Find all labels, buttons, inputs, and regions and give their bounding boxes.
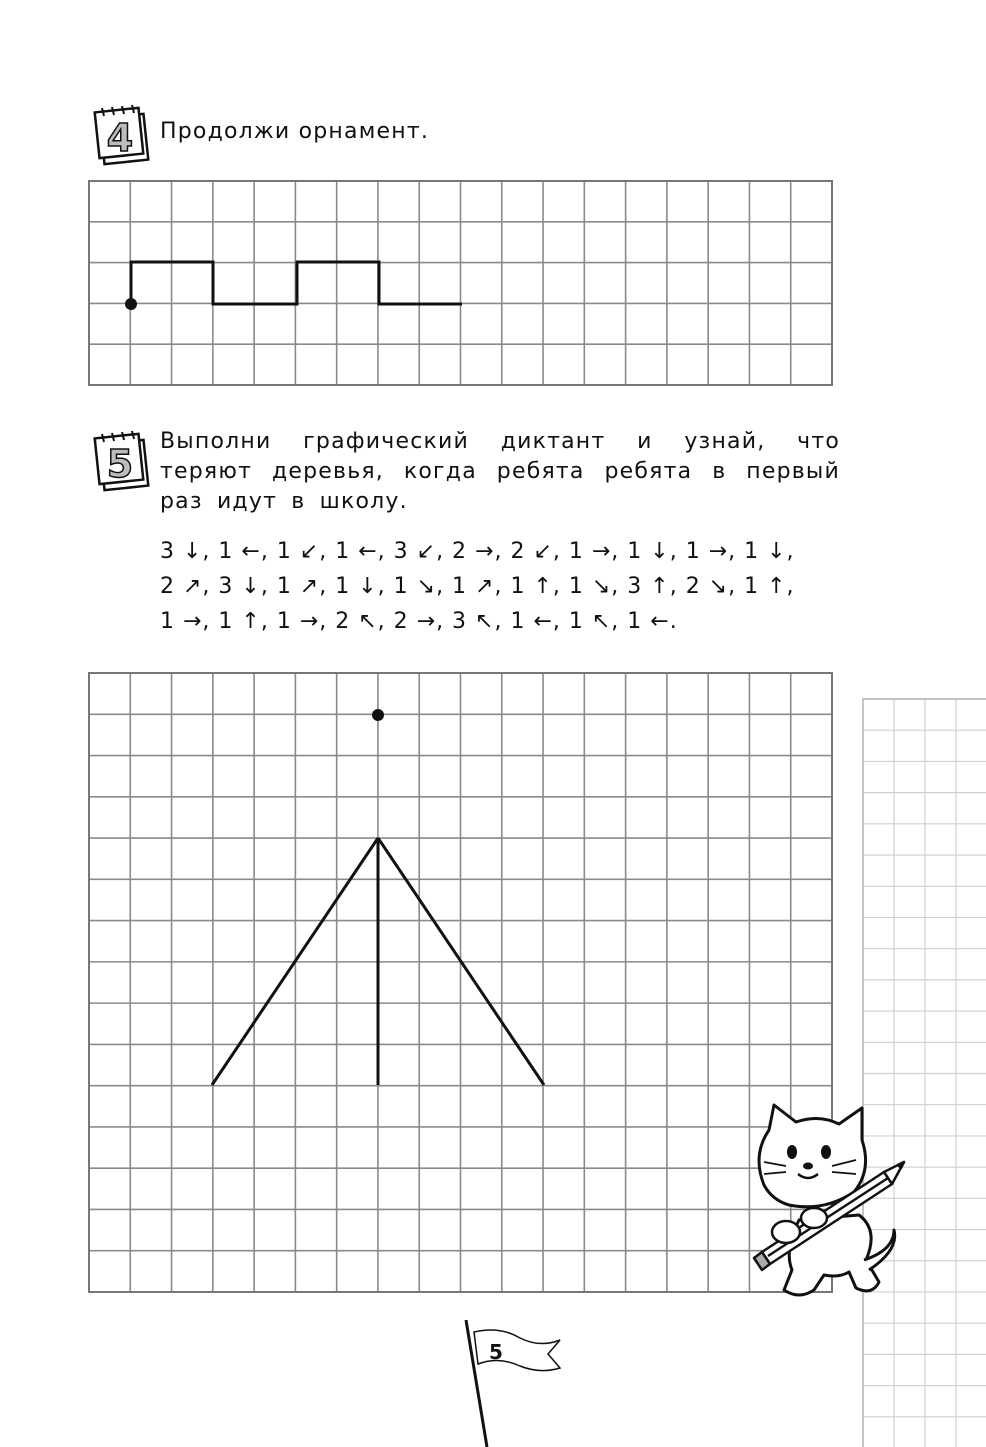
cat-with-pencil-illustration bbox=[744, 1100, 910, 1300]
task-4-number-badge bbox=[92, 104, 152, 166]
dictation-line-2: 2 ↗, 3 ↓, 1 ↗, 1 ↓, 1 ↘, 1 ↗, 1 ↑, 1 ↘, 3 ↑, 2 ↘, 1 ↑, bbox=[160, 574, 795, 599]
dictation-start-dot bbox=[372, 709, 384, 721]
decorative-side-grid bbox=[862, 698, 986, 1447]
ornament-start-dot bbox=[125, 298, 137, 310]
task-4-instruction: Продолжи орнамент. bbox=[160, 119, 430, 144]
svg-text:5: 5 bbox=[106, 442, 134, 486]
ornament-pattern bbox=[131, 262, 462, 304]
ornament-grid[interactable] bbox=[88, 180, 834, 387]
dictation-line-1: 3 ↓, 1 ←, 1 ↙, 1 ←, 3 ↙, 2 →, 2 ↙, 1 →, 1 ↓, 1 →, 1 ↓, bbox=[160, 539, 795, 564]
page-number: 5 bbox=[489, 1340, 503, 1364]
svg-text:4: 4 bbox=[106, 116, 134, 160]
task-5-instruction: Выполни графический диктант и узнай, что теряют деревья, когда ребята ребята в первый раз идут в школу. bbox=[160, 429, 840, 514]
page-number-flag bbox=[460, 1320, 570, 1447]
task-5-number-badge bbox=[92, 430, 152, 492]
dictation-grid[interactable] bbox=[88, 672, 834, 1294]
dictation-line-3: 1 →, 1 ↑, 1 →, 2 ↖, 2 →, 3 ↖, 1 ←, 1 ↖, 1 ←. bbox=[160, 609, 678, 634]
